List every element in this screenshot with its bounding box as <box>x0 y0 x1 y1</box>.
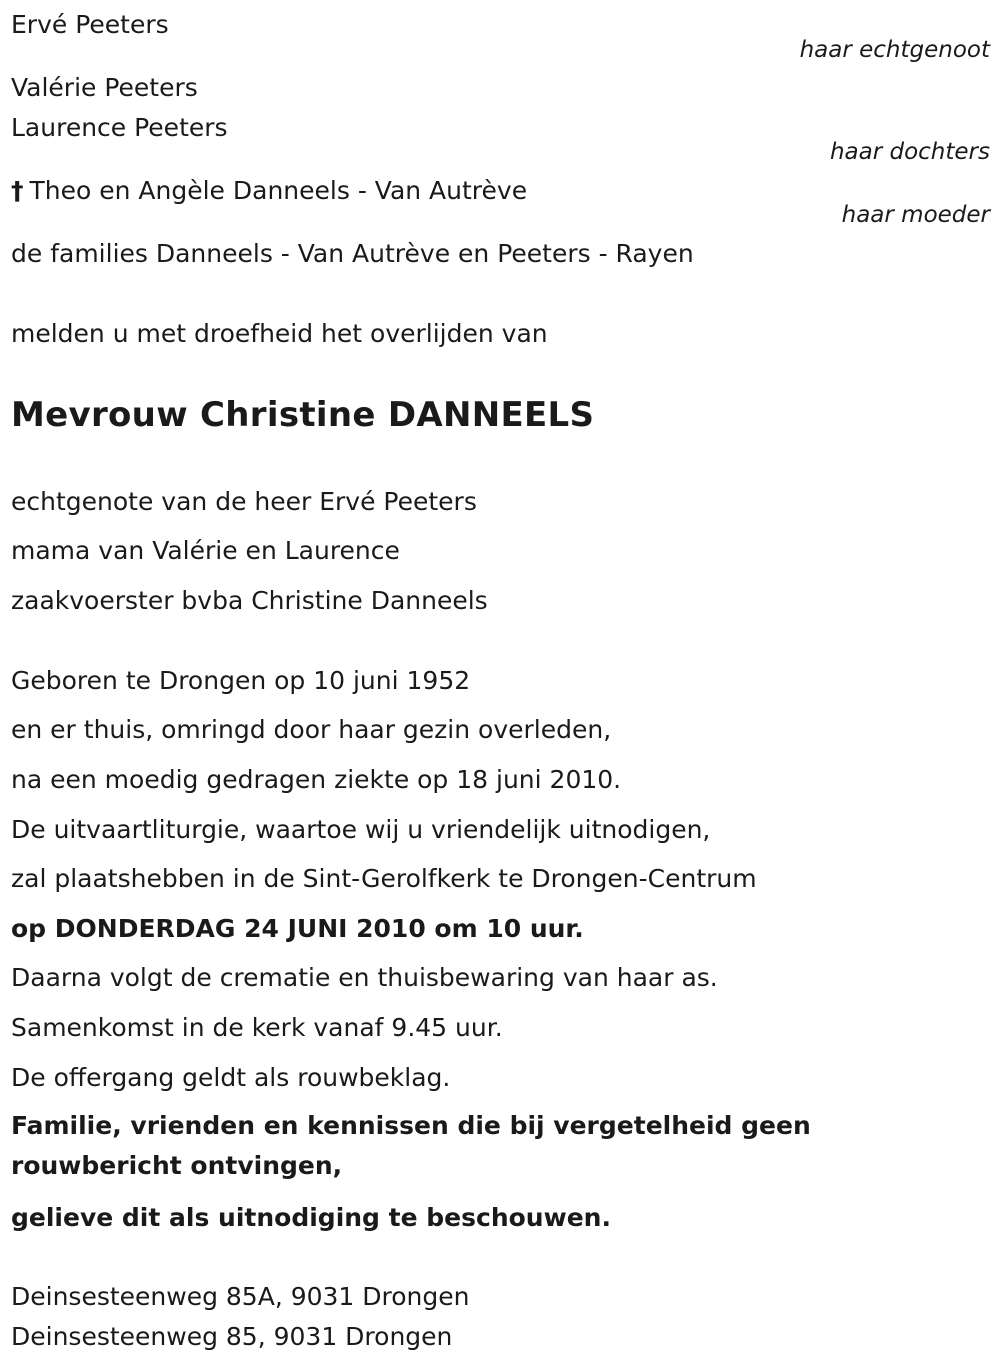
deceased-name: Mevrouw Christine DANNEELS <box>11 395 595 435</box>
cross-icon: † <box>11 176 24 205</box>
mother-line <box>11 175 527 207</box>
daughter-name: Laurence Peeters <box>11 113 228 142</box>
detail-line: en er thuis, omringd door haar gezin overleden, <box>11 715 612 744</box>
spouse-name: Ervé Peeters <box>11 10 169 39</box>
relation-line: mama van Valérie en Laurence <box>11 536 400 565</box>
funeral-date: op DONDERDAG 24 JUNI 2010 om 10 uur. <box>11 914 584 943</box>
detail-line: De uitvaartliturgie, waartoe wij u vriendelijk uitnodigen, <box>11 815 711 844</box>
announcement-text: melden u met droefheid het overlijden van <box>11 319 548 348</box>
mother-role: haar moeder <box>841 202 990 228</box>
invitation-note: Familie, vrienden en kennissen die bij vergetelheid geen rouwbericht ontvingen, <box>11 1111 811 1180</box>
detail-line: zal plaatshebben in de Sint-Gerolfkerk te Drongen-Centrum <box>11 864 757 893</box>
address-line: Deinsesteenweg 85A, 9031 Drongen <box>11 1282 470 1311</box>
detail-line: De offergang geldt als rouwbeklag. <box>11 1063 451 1092</box>
daughter-name: Valérie Peeters <box>11 73 198 102</box>
invitation-request: gelieve dit als uitnodiging te beschouwen. <box>11 1203 611 1232</box>
detail-line: Samenkomst in de kerk vanaf 9.45 uur. <box>11 1013 503 1042</box>
detail-line: na een moedig gedragen ziekte op 18 juni 2010. <box>11 765 622 794</box>
mother-name: Theo en Angèle Danneels - Van Autrève <box>29 176 528 205</box>
detail-line: Geboren te Drongen op 10 juni 1952 <box>11 666 471 695</box>
daughters-role: haar dochters <box>829 139 990 165</box>
detail-line: Daarna volgt de crematie en thuisbewaring van haar as. <box>11 963 718 992</box>
relation-line: zaakvoerster bvba Christine Danneels <box>11 586 488 615</box>
address-line: Deinsesteenweg 85, 9031 Drongen <box>11 1322 453 1351</box>
relation-line: echtgenote van de heer Ervé Peeters <box>11 487 477 516</box>
spouse-role: haar echtgenoot <box>799 37 990 63</box>
families-line: de families Danneels - Van Autrève en Peeters - Rayen <box>11 239 694 268</box>
